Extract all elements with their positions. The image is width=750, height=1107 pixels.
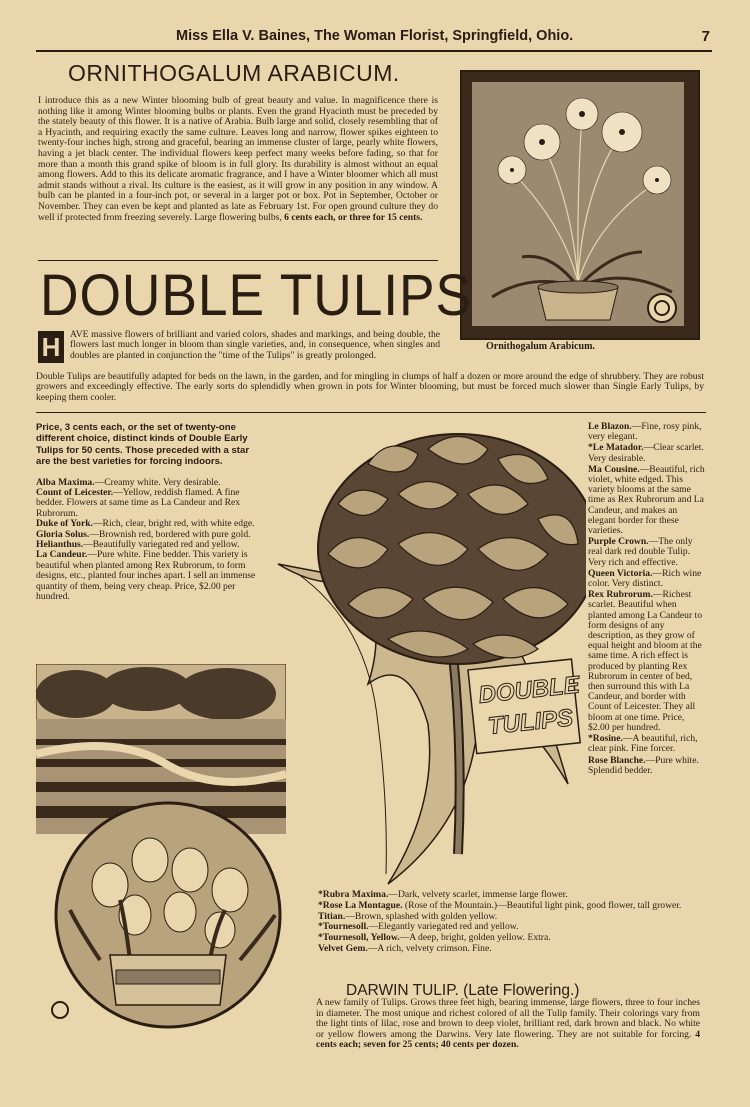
variety-description: —Yellow, reddish flamed. A fine bedder. Flowers at same time as La Candeur and Rex Rubrorum. (36, 487, 241, 519)
ornithogalum-heading: ORNITHOGALUM ARABICUM. (68, 60, 400, 86)
variety-description: —Clear scarlet. Very desirable. (588, 442, 704, 464)
ornithogalum-drawing (472, 82, 684, 326)
ornithogalum-illustration (460, 70, 700, 340)
variety-description: —Brown, splashed with golden yellow. (345, 910, 498, 922)
variety-description: —Dark, velvety scarlet, immense large flower. (388, 889, 568, 900)
price-note: Price, 3 cents each, or the set of twenty-one different choice, distinct kinds of Double Early Tulips for 50 cents. Those preceded with a star are the best varieties for forcing indoors. (36, 422, 250, 468)
variety-name: Velvet Gem. (318, 942, 368, 954)
right-variety-list (588, 422, 706, 776)
darwin-tulip-heading: DARWIN TULIP. (Late Flowering.) (346, 982, 580, 999)
variety-entry (588, 422, 706, 442)
svg-text:DOUBLE: DOUBLE (477, 671, 581, 709)
variety-entry (36, 550, 258, 602)
variety-name: La Candeur. (36, 549, 88, 561)
variety-description: —Beautifully variegated red and yellow. (83, 539, 240, 551)
variety-name: Titian. (318, 910, 346, 922)
variety-name: Le Blazon. (588, 421, 632, 432)
variety-name: Queen Victoria. (588, 567, 653, 579)
darwin-price: 4 cents each; seven for 25 cents; 40 cents per dozen. (316, 1028, 701, 1051)
bottom-variety-list (318, 890, 708, 955)
double-tulips-intro: AVE massive flowers of brilliant and varied colors, shades and markings, and being double, the flowers last much longer in bloom than single varieties, and, in consequence, when singles and doubles are planted in conjunction the "time of the Tulips" is greatly prolonged. (70, 329, 440, 361)
header-title: Miss Ella V. Baines, The Woman Florist, Springfield, Ohio. (176, 28, 574, 44)
variety-name: Count of Leicester. (36, 487, 114, 499)
drop-cap: H (38, 331, 64, 363)
potted-tulips-illustration (40, 800, 300, 1030)
section-divider (38, 260, 438, 261)
variety-description: —Fine, rosy pink, very elegant. (588, 421, 702, 443)
ornithogalum-text: I introduce this as a new Winter blooming bulb of great beauty and value. In magnificence there is nothing like it among Winter blooming bulbs or plants. Even the grand Hyacinth must be preceded by the stately beauty of this flower. It is a native of Arabia. Bulb large and solid, closely resembling that of a Hyacinth, and requiring exactly the same culture. Leaves long and narrow, flower spikes eighteen to twenty-four inches high, strong and graceful, bearing an immense cluster of large, pearly white flowers, having a jet black center. The individual flowers keep perfect many weeks before fading, so that for more than a month this grand spike of bloom is in full glory. Its durability is almost without an equal among flowers. Add to this its delicate aromatic fragrance, and I have a Winter bloomer which all must admit stands without a rival. Its culture is the easiest, as it will grow in any position in any window. A bulb can be planted in a four-inch pot, or several in a larger pot or box. Pot in September, October or November. They can even be kept and planted as late as February 1st. For open ground culture they do well if protected from freezing severely. Large flowering bulbs, (38, 95, 438, 223)
variety-description: —Creamy white. Very desirable. (94, 476, 221, 488)
variety-entry (588, 590, 706, 733)
left-variety-column (36, 422, 258, 603)
double-tulips-badge (468, 658, 586, 753)
double-tulip-illustration (268, 424, 586, 894)
variety-description: (Rose of the Mountain.)—Beautiful light pink, good flower, tall grower. (402, 899, 682, 911)
variety-description: —Rich wine color. Very distinct. (588, 567, 702, 590)
variety-name: *Rosine. (588, 733, 623, 745)
svg-text:TULIPS: TULIPS (486, 704, 575, 741)
section-divider (36, 412, 706, 413)
darwin-text: A new family of Tulips. Grows three feet high, bearing immense, large flowers, three to four inches in diameter. The most unique and richest colored of all the Tulip family. Their colorings vary from the light tints of lilac, rose and brown to deep violet, brilliant red, dark brown and black. No white or yellow flowers among the Darwins. Very late flowering. They are not suitable for forcing. (316, 997, 700, 1040)
variety-name: Rex Rubrorum. (588, 589, 653, 601)
variety-description: —A rich, velvety crimson. Fine. (367, 942, 492, 954)
page-header (36, 28, 712, 52)
variety-entry (588, 569, 706, 589)
variety-description: —Pure white. Fine bedder. This variety is beautiful when planted among Rex Rubrorum, to form designs, etc., planted four inches apart. I sell an immense quantity of them, being very cheap. Price, $2.00 per hundred. (36, 549, 256, 603)
variety-name: Ma Cousine. (588, 463, 640, 475)
double-tulips-intro-continued: Double Tulips are beautifully adapted for beds on the lawn, in the garden, and for mingling in clumps of half a dozen or more around the edge of shrubbery. They are robust growers and exceedingly effective. The early sorts do splendidly when grown in pots for Winter blooming, but must be forced much slower than Single Early Tulips, by keeping them cooler. (36, 371, 704, 403)
darwin-tulip-description (316, 998, 700, 1051)
variety-name: Rose Blanche. (588, 754, 646, 766)
variety-name: *Rubra Maxima. (318, 889, 389, 900)
ornithogalum-caption: Ornithogalum Arabicum. (486, 341, 595, 352)
variety-entry (36, 488, 258, 519)
variety-name: *Tournesoll, Yellow. (318, 932, 400, 944)
left-variety-list (36, 478, 258, 603)
page-number: 7 (701, 28, 710, 45)
variety-name: Helianthus. (36, 539, 84, 551)
variety-description: —Beautiful, rich violet, white edged. This variety blooms at the same time as Rex Rubrorum and La Candeur, and makes an elegant border for these varieties. (588, 463, 705, 537)
variety-name: Gloria Solus. (36, 528, 90, 540)
variety-description: —Pure white. Splendid bedder. (588, 754, 699, 776)
double-tulips-heading: DOUBLE TULIPS (40, 263, 473, 328)
variety-name: *Rose La Montague. (318, 899, 403, 911)
variety-entry (588, 465, 706, 536)
variety-name: Alba Maxima. (36, 476, 95, 488)
variety-name: Duke of York. (36, 518, 93, 530)
variety-description: —Brownish red, bordered with pure gold. (89, 528, 251, 540)
variety-entry (588, 537, 706, 568)
variety-description: —Rich, clear, bright red, with white edge. (92, 518, 255, 530)
right-variety-column (588, 422, 706, 777)
variety-entry (318, 944, 708, 955)
ornithogalum-description (38, 96, 438, 223)
variety-description: —The only real dark red double Tulip. Very rich and effective. (588, 536, 693, 568)
variety-name: Purple Crown. (588, 536, 649, 548)
variety-entry (588, 443, 706, 463)
ornithogalum-price: 6 cents each, or three for 15 cents. (284, 211, 423, 223)
variety-description: —A beautiful, rich, clear pink. Fine forcer. (588, 733, 698, 755)
ornithogalum-picture (472, 82, 684, 326)
variety-description: —Elegantly variegated red and yellow. (368, 921, 519, 933)
variety-name: *Le Matador. (588, 442, 644, 454)
variety-entry (588, 756, 706, 776)
variety-entry (588, 734, 706, 754)
variety-description: —Richest scarlet. Beautiful when planted among La Candeur to form designs of any description, as they grow of equal height and bloom at the same time. A rich effect is produced by planting Rex Rubrorum in center of bed, then surround this with La Candeur, and border with Count of Leicester. They all bloom at one time. Price, $2.00 per hundred. (588, 589, 703, 733)
variety-name: *Tournesoll. (318, 921, 369, 933)
variety-description: —A deep, bright, golden yellow. Extra. (399, 932, 551, 944)
additional-varieties (318, 890, 708, 955)
